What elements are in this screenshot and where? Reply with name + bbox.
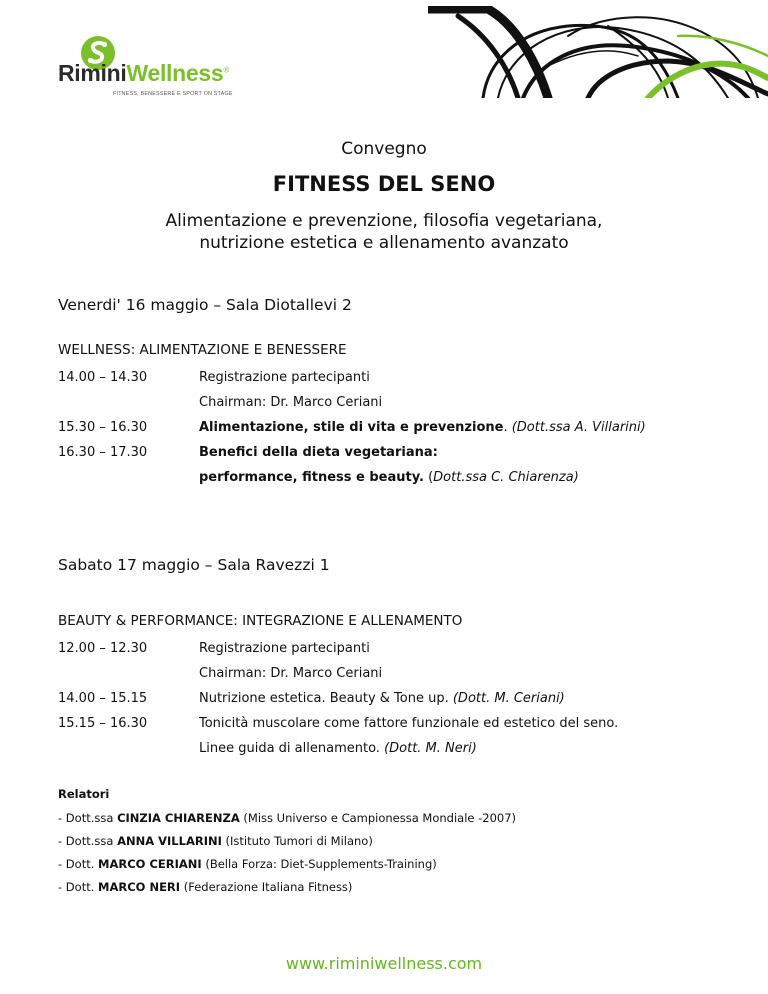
event-subtitle-line2: nutrizione estetica e allenamento avanzato [199, 233, 569, 253]
event-title: FITNESS DEL SENO [272, 172, 496, 196]
event-kicker: Convegno [341, 139, 427, 159]
schedule-desc: Alimentazione, stile di vita e prevenzione. (Dott.ssa A. Villarini) [199, 420, 646, 435]
schedule-desc: Chairman: Dr. Marco Ceriani [199, 666, 383, 681]
speaker-item: - Dott. MARCO NERI (Federazione Italiana Fitness) [58, 880, 353, 894]
schedule-time: 14.00 – 14.30 [58, 370, 148, 385]
section-title-beauty: BEAUTY & PERFORMANCE: INTEGRAZIONE E ALLENAMENTO [58, 613, 463, 629]
speakers-title: Relatori [58, 787, 110, 801]
day-heading-friday: Venerdi' 16 maggio – Sala Diotallevi 2 [58, 296, 352, 314]
website-link[interactable]: www.riminiwellness.com [285, 954, 483, 973]
schedule-time: 12.00 – 12.30 [58, 641, 148, 656]
section-title-wellness: WELLNESS: ALIMENTAZIONE E BENESSERE [58, 342, 347, 358]
speaker-item: - Dott. MARCO CERIANI (Bella Forza: Diet-Supplements-Training) [58, 857, 437, 871]
event-subtitle-line1: Alimentazione e prevenzione, filosofia vegetariana, [165, 211, 603, 231]
schedule-desc: Chairman: Dr. Marco Ceriani [199, 395, 383, 410]
schedule-desc: Tonicità muscolare come fattore funzionale ed estetico del seno. [199, 716, 619, 731]
schedule-time: 14.00 – 15.15 [58, 691, 148, 706]
speaker-item: - Dott.ssa ANNA VILLARINI (Istituto Tumori di Milano) [58, 834, 373, 848]
schedule-desc: Benefici della dieta vegetariana: [199, 445, 438, 460]
decorative-swirl-ribbons [428, 6, 768, 98]
schedule-time: 15.30 – 16.30 [58, 420, 148, 435]
schedule-time: 16.30 – 17.30 [58, 445, 148, 460]
schedule-time: 15.15 – 16.30 [58, 716, 148, 731]
schedule-desc: performance, fitness e beauty. (Dott.ssa C. Chiarenza) [199, 470, 579, 485]
brand-tagline: FITNESS, BENESSERE E SPORT ON STAGE [113, 91, 233, 97]
schedule-desc: Nutrizione estetica. Beauty & Tone up. (Dott. M. Ceriani) [199, 691, 565, 706]
brand-wordmark: RiminiWellness® [58, 60, 229, 86]
schedule-desc: Registrazione partecipanti [199, 641, 370, 656]
schedule-desc: Linee guida di allenamento. (Dott. M. Neri) [199, 741, 477, 756]
schedule-desc: Registrazione partecipanti [199, 370, 370, 385]
speaker-item: - Dott.ssa CINZIA CHIARENZA (Miss Universo e Campionessa Mondiale -2007) [58, 811, 517, 825]
day-heading-saturday: Sabato 17 maggio – Sala Ravezzi 1 [58, 556, 330, 574]
